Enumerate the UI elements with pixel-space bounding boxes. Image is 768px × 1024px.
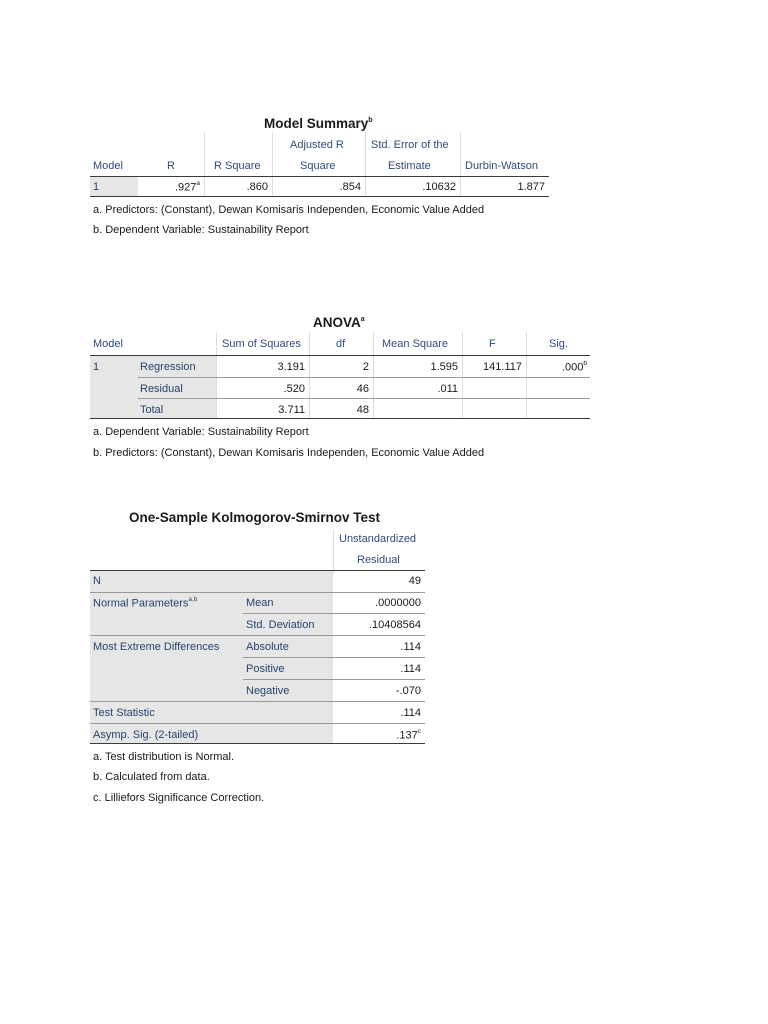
anova-row-ms: .011 xyxy=(437,383,458,395)
ms-header-adj-r-2: Square xyxy=(300,160,336,172)
anova-row-ms: 1.595 xyxy=(430,361,458,373)
ks-row-positive-label: Positive xyxy=(246,663,285,675)
anova-row-ss: 3.711 xyxy=(278,404,305,416)
ks-footnote-c: c. Lilliefors Significance Correction. xyxy=(93,792,265,804)
ks-row-absolute-value: .114 xyxy=(400,641,421,653)
ms-row-adj-r: .854 xyxy=(339,181,361,193)
ks-footnote-a: a. Test distribution is Normal. xyxy=(93,751,235,763)
anova-row-label: Regression xyxy=(140,361,196,373)
anova-header-model: Model xyxy=(93,338,123,350)
anova-row-df: 48 xyxy=(356,404,369,416)
ks-row-mean-value: .0000000 xyxy=(375,597,421,609)
anova-title: ANOVA$^a$ xyxy=(313,315,365,330)
anova-footnote-a: a. Dependent Variable: Sustainability Report xyxy=(93,426,309,438)
ks-row-positive-value: .114 xyxy=(400,663,421,675)
anova-row-sig: .000$^b$ xyxy=(561,360,587,374)
anova-header-ms: Mean Square xyxy=(382,338,449,350)
anova-row-ss: .520 xyxy=(283,383,305,395)
ks-row-n-value: 49 xyxy=(408,575,421,587)
ms-header-stderr-2: Estimate xyxy=(388,160,431,172)
anova-header-ss: Sum of Squares xyxy=(222,338,301,350)
ms-header-adj-r-1: Adjusted R xyxy=(290,139,344,151)
model-summary-title-sup: b xyxy=(368,116,373,124)
ks-title: One-Sample Kolmogorov-Smirnov Test xyxy=(129,510,381,525)
ms-header-model: Model xyxy=(93,160,123,172)
model-summary-title xyxy=(264,116,373,131)
ms-header-durbin: Durbin-Watson xyxy=(465,160,538,172)
ks-header-line2: Residual xyxy=(357,554,400,566)
anova-row-ss: 3.191 xyxy=(277,361,305,373)
anova-footnote-b: b. Predictors: (Constant), Dewan Komisaris Independen, Economic Value Added xyxy=(93,447,485,459)
ms-footnote-a: a. Predictors: (Constant), Dewan Komisaris Independen, Economic Value Added xyxy=(93,204,485,216)
ks-row-teststat-label: Test Statistic xyxy=(93,707,155,719)
ms-footnote-b: b. Dependent Variable: Sustainability Report xyxy=(93,224,309,236)
anova-row-df: 2 xyxy=(362,361,369,373)
anova-model-number: 1 xyxy=(93,361,100,373)
ks-row-asymp-value: .137$^c$ xyxy=(396,728,421,742)
ms-row-r-square: .860 xyxy=(246,181,268,193)
anova-header-df: df xyxy=(336,338,346,350)
ms-row-r: .927$^a$ xyxy=(174,180,200,194)
anova-row-f: 141.117 xyxy=(483,361,522,373)
ks-header-line1: Unstandardized xyxy=(339,533,417,545)
anova-row-label: Residual xyxy=(140,383,183,395)
ks-row-negative-label: Negative xyxy=(246,685,290,697)
ms-header-r: R xyxy=(167,160,175,172)
ms-row-stderr: .10632 xyxy=(422,181,456,193)
ks-row-absolute-label: Absolute xyxy=(246,641,289,653)
ks-row-asymp-label: Asymp. Sig. (2-tailed) xyxy=(93,729,199,741)
ks-row-negative-value: -.070 xyxy=(395,685,421,697)
ks-row-mean-label: Mean xyxy=(246,597,274,609)
ks-row-sd-label: Std. Deviation xyxy=(246,619,315,631)
ms-header-stderr-1: Std. Error of the xyxy=(371,139,449,151)
ks-row-normal-label: Normal Parameters$^{a,b}$ xyxy=(93,596,198,610)
model-summary-title-text: Model Summary xyxy=(264,116,369,131)
ks-row-sd-value: .10408564 xyxy=(369,619,421,631)
ks-row-teststat-value: .114 xyxy=(400,707,421,719)
anova-row-df: 46 xyxy=(356,383,369,395)
anova-row-label: Total xyxy=(140,404,164,416)
ms-row-model: 1 xyxy=(93,181,100,193)
ks-row-extreme-label: Most Extreme Differences xyxy=(93,641,220,653)
ks-footnote-b: b. Calculated from data. xyxy=(93,771,210,783)
anova-header-sig: Sig. xyxy=(549,338,568,350)
anova-header-f: F xyxy=(489,338,496,350)
ms-header-r-square: R Square xyxy=(214,160,261,172)
ks-row-n-label: N xyxy=(93,575,101,587)
ms-row-durbin: 1.877 xyxy=(517,181,545,193)
